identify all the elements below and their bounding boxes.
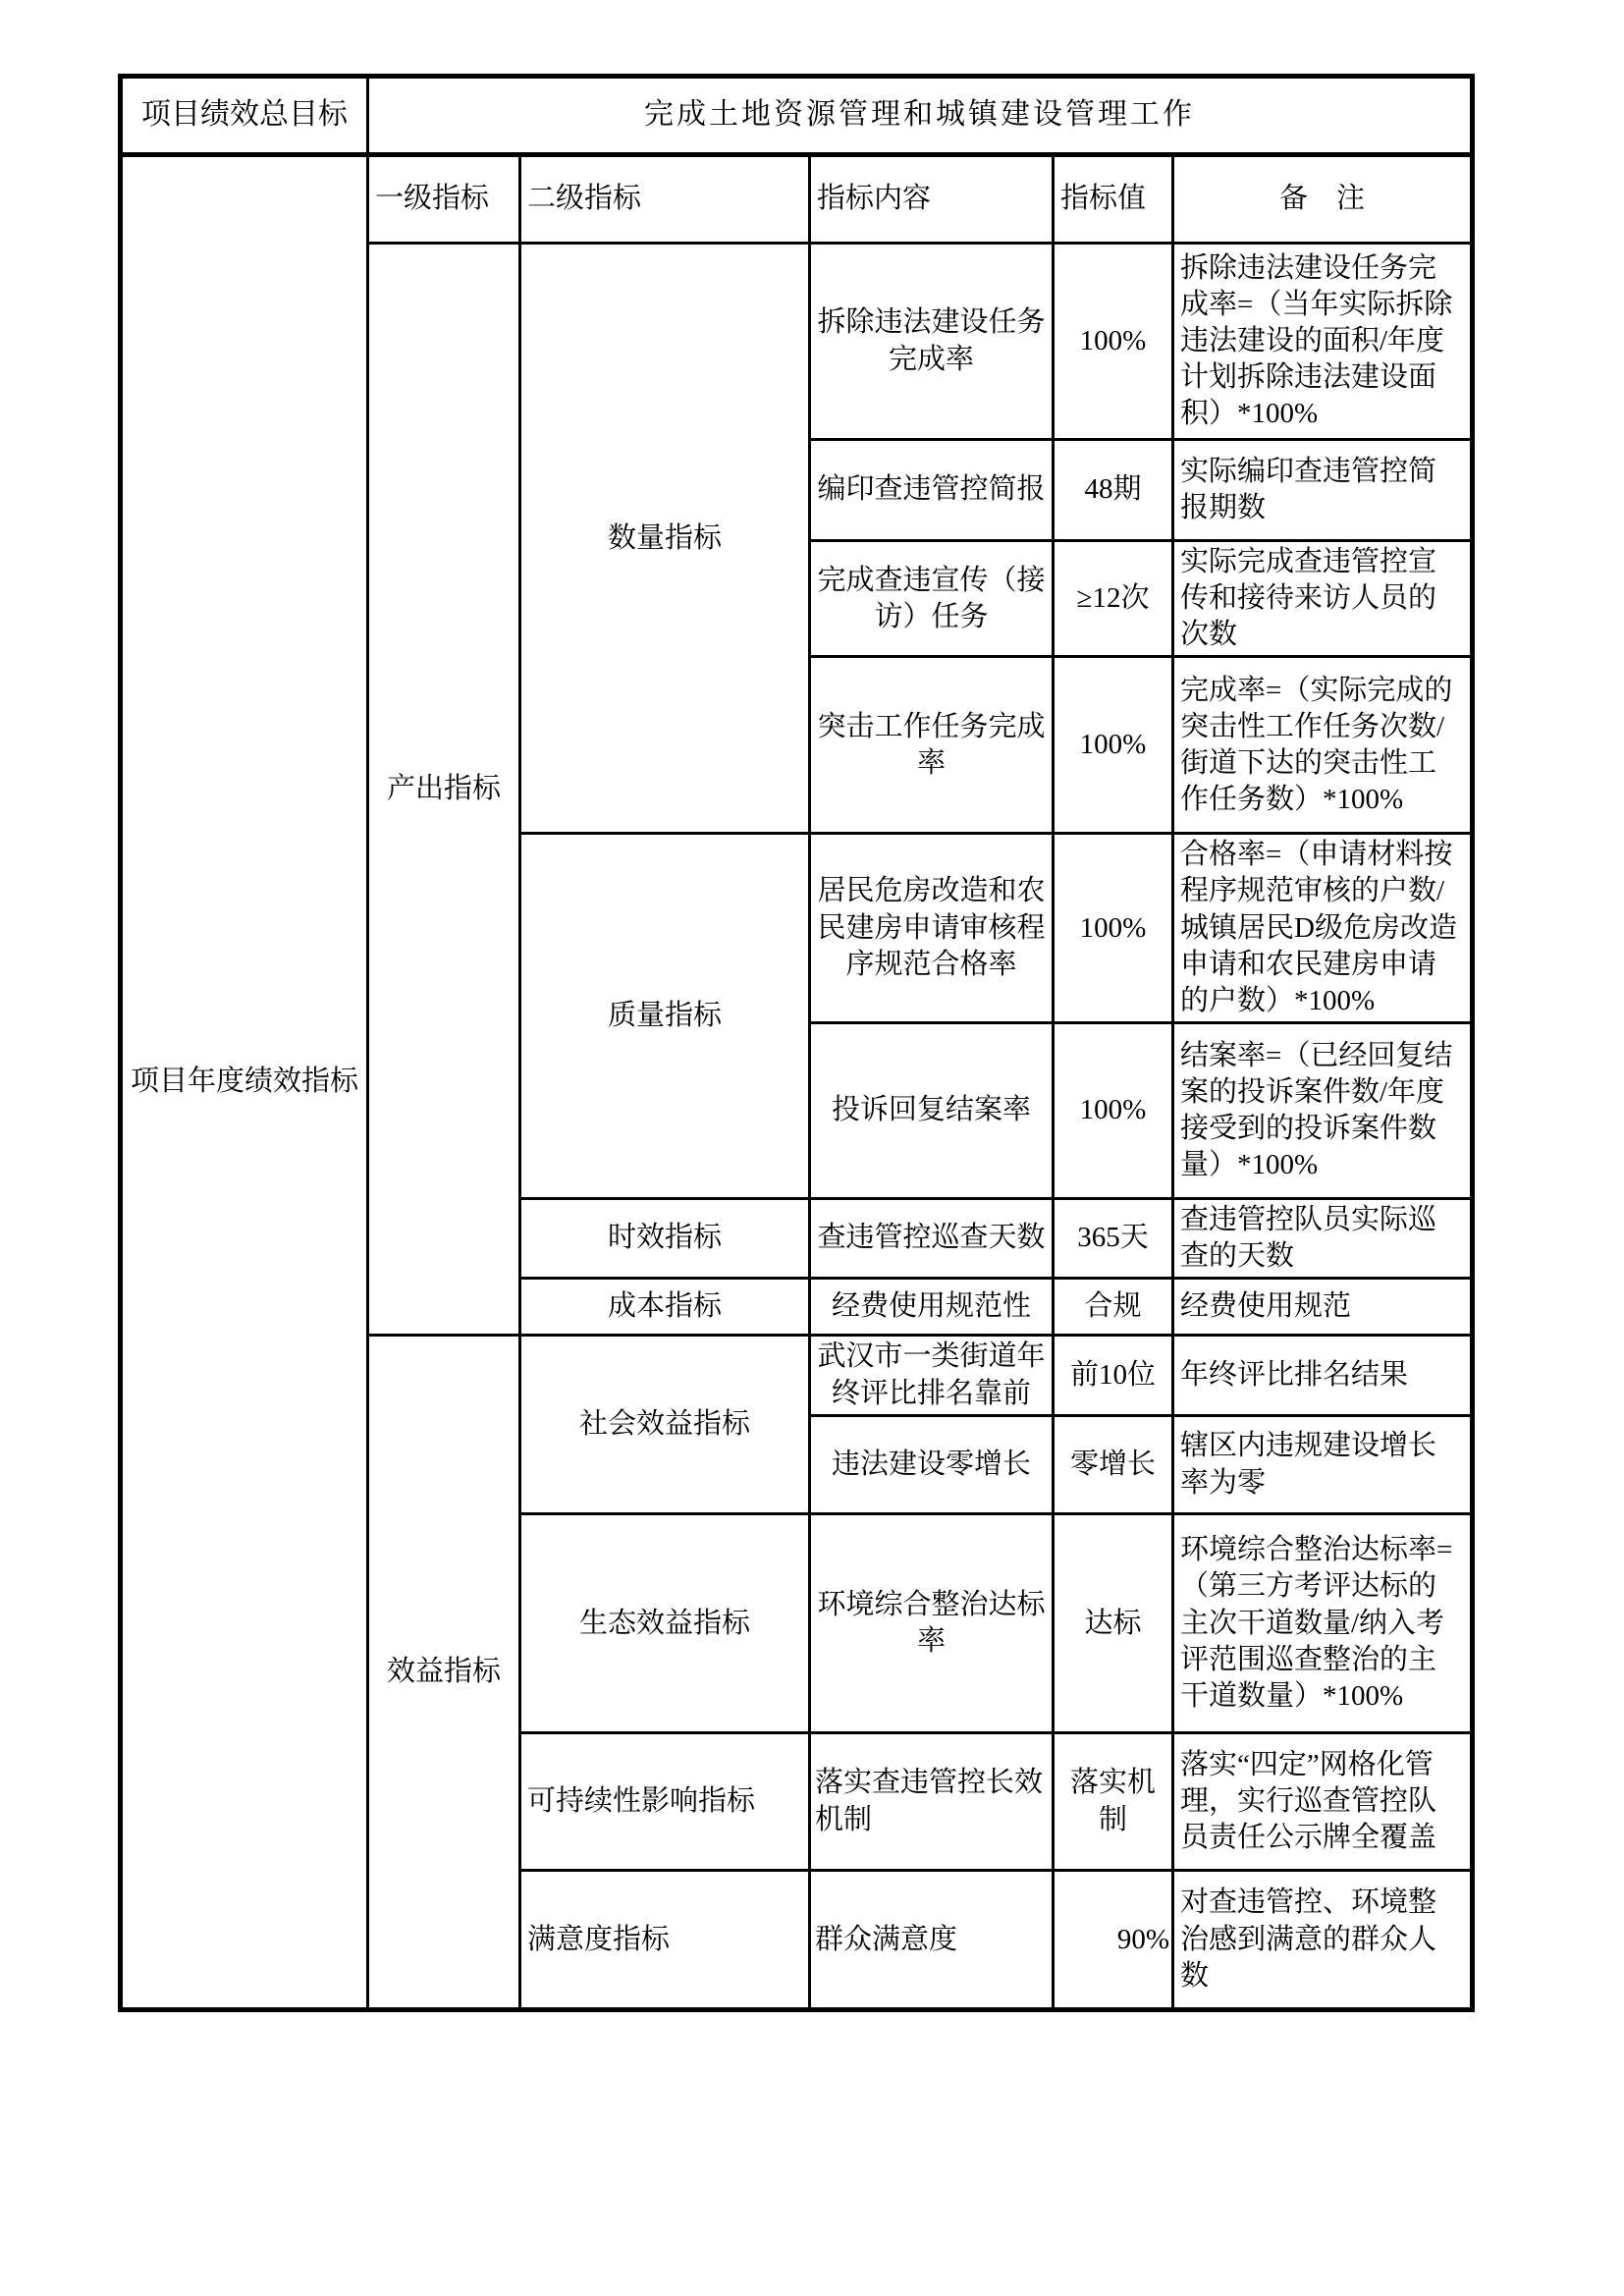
remark-cell: 实际编印查违管控简报期数: [1173, 440, 1473, 541]
remark-cell: 查违管控队员实际巡查的天数: [1173, 1198, 1473, 1278]
goal-label-cell: 项目绩效总目标: [121, 77, 368, 155]
indicator-content-cell: 投诉回复结案率: [810, 1022, 1054, 1198]
annual-indicators-cell: 项目年度绩效指标: [121, 155, 368, 2010]
remark-cell: 合格率=（申请材料按程序规范审核的户数/城镇居民D级危房改造申请和农民建房申请的户数）*100%: [1173, 834, 1473, 1023]
level2-indicator-cell: 时效指标: [520, 1198, 810, 1278]
indicator-content-cell: 拆除违法建设任务完成率: [810, 244, 1054, 440]
indicator-value-cell: 365天: [1054, 1198, 1173, 1278]
remark-cell: 结案率=（已经回复结案的投诉案件数/年度接受到的投诉案件数量）*100%: [1173, 1022, 1473, 1198]
remark-cell: 完成率=（实际完成的突击性工作任务次数/街道下达的突击性工作任务数）*100%: [1173, 657, 1473, 834]
header-level1-cell: 一级指标: [368, 155, 520, 244]
indicator-value-cell: 合规: [1054, 1279, 1173, 1336]
level1-output-cell: 产出指标: [368, 244, 520, 1336]
indicator-content-cell: 突击工作任务完成率: [810, 657, 1054, 834]
indicator-value-cell: 达标: [1054, 1514, 1173, 1733]
goal-value-cell: 完成土地资源管理和城镇建设管理工作: [368, 77, 1473, 155]
level2-indicator-cell: 成本指标: [520, 1279, 810, 1336]
header-level2-cell: 二级指标: [520, 155, 810, 244]
indicator-value-cell: 100%: [1054, 834, 1173, 1023]
indicator-content-cell: 居民危房改造和农民建房申请审核程序规范合格率: [810, 834, 1054, 1023]
remark-cell: 实际完成查违管控宣传和接待来访人员的次数: [1173, 541, 1473, 657]
indicator-value-cell: 100%: [1054, 1022, 1173, 1198]
indicator-value-cell: 零增长: [1054, 1416, 1173, 1514]
indicator-content-cell: 环境综合整治达标率: [810, 1514, 1054, 1733]
header-row: [121, 155, 1473, 244]
indicator-value-cell: 落实机制: [1054, 1733, 1173, 1871]
remark-cell: 对查违管控、环境整治感到满意的群众人数: [1173, 1871, 1473, 2010]
level2-indicator-cell: 满意度指标: [520, 1871, 810, 2010]
indicator-content-cell: 违法建设零增长: [810, 1416, 1054, 1514]
header-value-cell: 指标值: [1054, 155, 1173, 244]
remark-cell: 拆除违法建设任务完成率=（当年实际拆除违法建设的面积/年度计划拆除违法建设面积）*100%: [1173, 244, 1473, 440]
level2-indicator-cell: 可持续性影响指标: [520, 1733, 810, 1871]
document-sheet: [118, 74, 1475, 2012]
goal-row: [121, 77, 1473, 155]
level1-benefit-cell: 效益指标: [368, 1336, 520, 2010]
indicator-value-cell: 100%: [1054, 657, 1173, 834]
indicator-content-cell: 群众满意度: [810, 1871, 1054, 2010]
level2-indicator-cell: 数量指标: [520, 244, 810, 834]
header-remark-cell: 备 注: [1173, 155, 1473, 244]
indicator-content-cell: 查违管控巡查天数: [810, 1198, 1054, 1278]
indicator-value-cell: 100%: [1054, 244, 1173, 440]
indicator-value-cell: ≥12次: [1054, 541, 1173, 657]
remark-cell: 年终评比排名结果: [1173, 1336, 1473, 1416]
indicator-value-cell: 前10位: [1054, 1336, 1173, 1416]
indicator-content-cell: 经费使用规范性: [810, 1279, 1054, 1336]
indicator-content-cell: 落实查违管控长效机制: [810, 1733, 1054, 1871]
level2-indicator-cell: 社会效益指标: [520, 1336, 810, 1514]
level2-indicator-cell: 生态效益指标: [520, 1514, 810, 1733]
header-content-cell: 指标内容: [810, 155, 1054, 244]
remark-cell: 经费使用规范: [1173, 1279, 1473, 1336]
level2-indicator-cell: 质量指标: [520, 834, 810, 1199]
remark-cell: 环境综合整治达标率=（第三方考评达标的主次干道数量/纳入考评范围巡查整治的主干道数量）*100%: [1173, 1514, 1473, 1733]
indicator-content-cell: 武汉市一类街道年终评比排名靠前: [810, 1336, 1054, 1416]
remark-cell: 落实“四定”网格化管理，实行巡查管控队员责任公示牌全覆盖: [1173, 1733, 1473, 1871]
indicator-content-cell: 完成查违宣传（接访）任务: [810, 541, 1054, 657]
indicator-value-cell: 90%: [1054, 1871, 1173, 2010]
performance-indicator-table: [118, 74, 1475, 2012]
remark-cell: 辖区内违规建设增长率为零: [1173, 1416, 1473, 1514]
indicator-value-cell: 48期: [1054, 440, 1173, 541]
indicator-content-cell: 编印查违管控简报: [810, 440, 1054, 541]
